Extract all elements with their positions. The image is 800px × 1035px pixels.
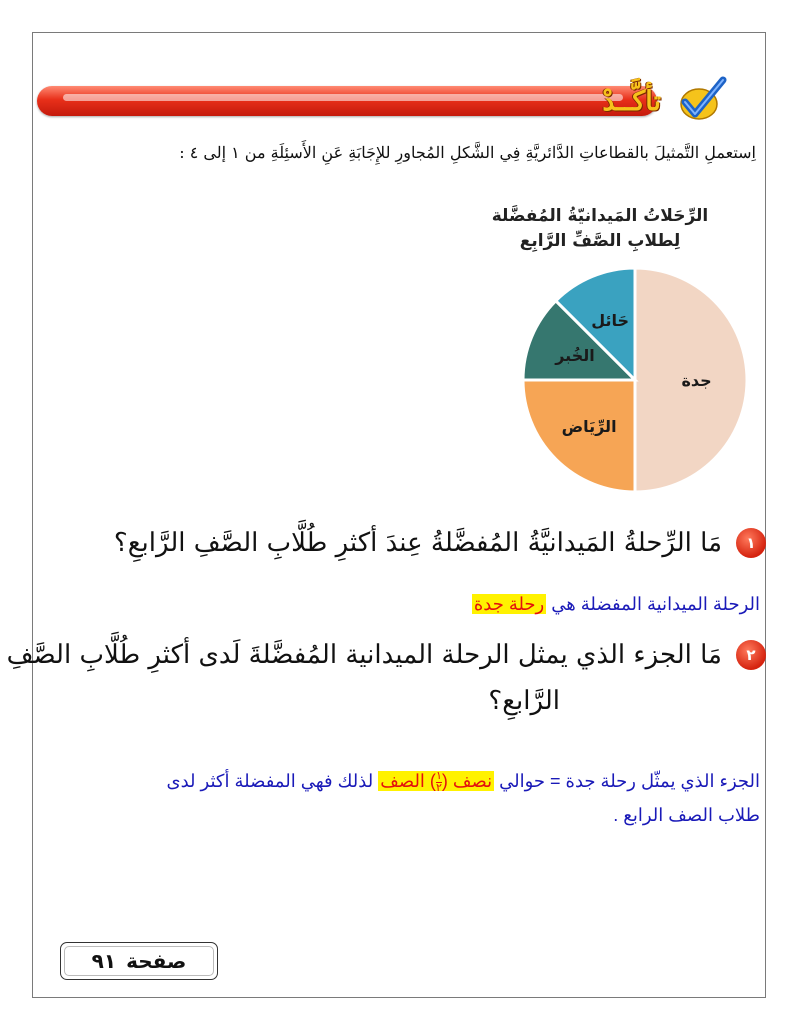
answer-2 [167,764,760,832]
highlight-text-a: نصف ( [441,771,493,791]
banner-bar [37,86,657,116]
pie-slice-label: الخُبر [555,346,595,366]
answer-highlight: رحلة جدة [473,594,545,614]
pie-slice-label: الرِّيَاض [561,416,617,436]
answer-text: الرحلة الميدانية المفضلة هي [551,594,760,614]
banner-shine [63,94,623,101]
question-2 [7,640,766,670]
question-text-continued: الرَّابعِ؟ [488,686,560,716]
chart-subtitle: لِطلابِ الصَّفِّ الرَّابِع [519,231,681,251]
chart-title: الرِّحَلاتُ المَيدانيّةُ المُفضَّلة [491,206,709,226]
answer-text: لذلك فهي المفضلة أكثر لدى [166,771,374,791]
highlight-text-b: ) الصف [380,771,436,791]
question-text: مَا الجزء الذي يمثل الرحلة الميدانية المُفضَّلةَ لَدى أكثرِ طُلَّابِ الصَّفِ [6,640,722,670]
page-frame [32,32,766,998]
instructions-text: اِستعملِ التَّمثيلَ بالقطاعاتِ الدَّائريَّةِ فِي الشَّكلِ المُجاورِ للإِجَابَةِ عَنِ الأَسئِلَةِ من ١ إلى ٤ : [179,143,756,162]
answer-text-line2: طلاب الصف الرابع . [613,805,760,825]
question-1 [114,528,766,558]
pie-slice [523,380,635,492]
question-text: مَا الرِّحلةُ المَيدانيَّةُ المُفضَّلةُ عِندَ أكثرِ طُلَّابِ الصَّفِ الرَّابعِ؟ [113,528,722,558]
answer-1 [472,594,760,615]
checkmark-icon [677,76,729,122]
answer-text: الجزء الذي يمثّل رحلة جدة = حوالي [499,771,760,791]
pie-chart [515,260,755,500]
fraction-denominator: ٢ [435,781,442,794]
pie-slice-label: حَائل [591,310,630,330]
section-title: تأكَّــدْ [602,86,661,117]
page-number-box [60,942,218,980]
question-number-badge: ١ [736,528,766,558]
answer-highlight [378,769,494,794]
pie-slice-label: جدة [681,371,712,390]
fraction-numerator: ١ [435,769,442,782]
page-number: ٩١ [91,949,117,973]
page-label: صفحة [126,949,187,973]
question-number-badge: ٢ [736,640,766,670]
header-banner [33,82,759,122]
